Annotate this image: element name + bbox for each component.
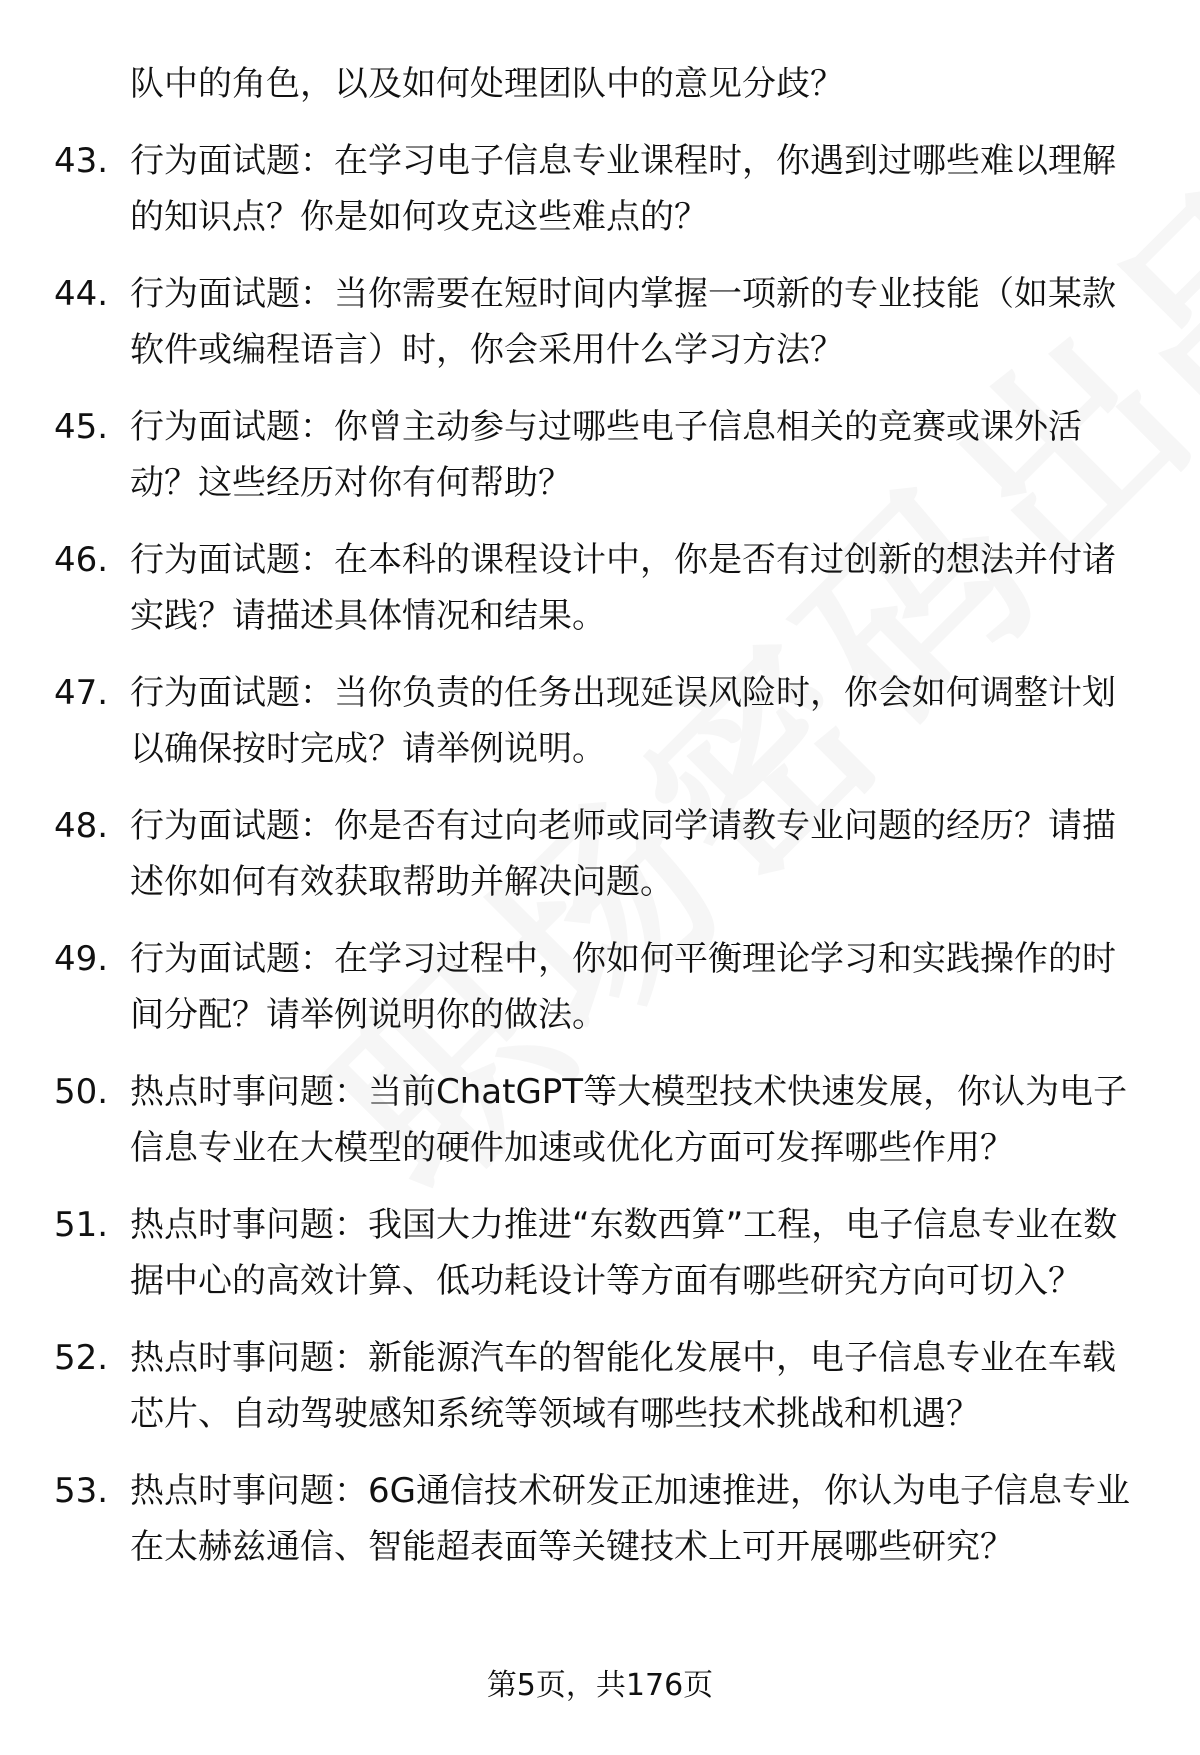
item-number: 45.	[54, 407, 109, 447]
item-text: 行为面试题：你曾主动参与过哪些电子信息相关的竞赛或课外活动？这些经历对你有何帮助？	[130, 407, 1082, 503]
list-item	[0, 399, 1140, 511]
item-number: 52.	[54, 1338, 109, 1378]
item-text: 热点时事问题：新能源汽车的智能化发展中，电子信息专业在车载芯片、自动驾驶感知系统等领域有哪些技术挑战和机遇？	[130, 1338, 1116, 1434]
list-item	[0, 266, 1140, 378]
list-item	[0, 798, 1140, 910]
item-text: 行为面试题：你是否有过向老师或同学请教专业问题的经历？请描述你如何有效获取帮助并解决问题。	[130, 806, 1116, 902]
item-number: 48.	[54, 806, 109, 846]
item-text: 热点时事问题：6G通信技术研发正加速推进，你认为电子信息专业在太赫兹通信、智能超表面等关键技术上可开展哪些研究？	[130, 1471, 1130, 1567]
item-text: 行为面试题：当你负责的任务出现延误风险时，你会如何调整计划以确保按时完成？请举例说明。	[130, 673, 1116, 769]
list-item	[0, 665, 1140, 777]
list-item	[0, 1064, 1140, 1176]
item-text: 行为面试题：在学习过程中，你如何平衡理论学习和实践操作的时间分配？请举例说明你的做法。	[130, 939, 1116, 1035]
item-number: 44.	[54, 274, 109, 314]
item-number: 50.	[54, 1072, 109, 1112]
page-footer: 第5页，共176页	[486, 1668, 714, 1703]
item-text: 行为面试题：在本科的课程设计中，你是否有过创新的想法并付诸实践？请描述具体情况和结果。	[130, 540, 1116, 636]
item-number: 53.	[54, 1471, 109, 1511]
item-number: 49.	[54, 939, 109, 979]
list-item	[0, 1463, 1140, 1575]
item-text: 热点时事问题：我国大力推进“东数西算”工程，电子信息专业在数据中心的高效计算、低功耗设计等方面有哪些研究方向可切入？	[130, 1205, 1118, 1301]
item-number: 46.	[54, 540, 109, 580]
item-text: 热点时事问题：当前ChatGPT等大模型技术快速发展，你认为电子信息专业在大模型的硬件加速或优化方面可发挥哪些作用？	[130, 1072, 1128, 1168]
list-item	[0, 1197, 1140, 1309]
item-number: 43.	[54, 141, 109, 181]
list-item	[0, 133, 1140, 245]
item-text: 行为面试题：在学习电子信息专业课程时，你遇到过哪些难以理解的知识点？你是如何攻克这些难点的？	[130, 141, 1116, 237]
item-text: 行为面试题：当你需要在短时间内掌握一项新的专业技能（如某款软件或编程语言）时，你会采用什么学习方法？	[130, 274, 1116, 370]
question-list	[0, 56, 1200, 1575]
item-number: 51.	[54, 1205, 109, 1245]
list-item	[0, 931, 1140, 1043]
list-item	[0, 1330, 1140, 1442]
continuation-text: 队中的角色，以及如何处理团队中的意见分歧？	[130, 64, 844, 104]
list-item	[0, 532, 1140, 644]
item-number: 47.	[54, 673, 109, 713]
